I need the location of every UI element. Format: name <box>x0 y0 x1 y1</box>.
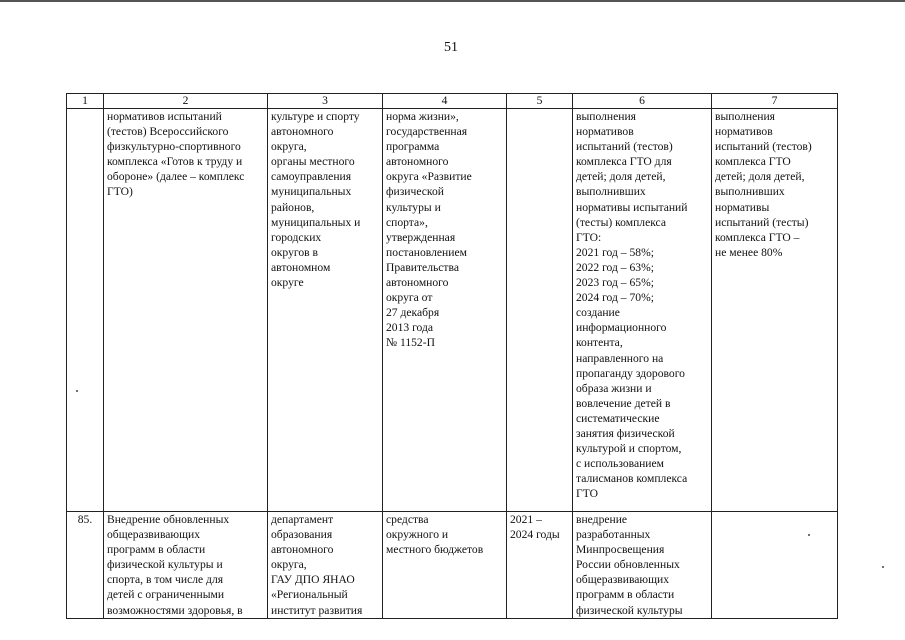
table-row <box>67 109 838 512</box>
row-number-cell <box>67 109 104 512</box>
column-number: 4 <box>383 94 507 109</box>
column-number: 7 <box>712 94 838 109</box>
row-number-cell: 85. <box>67 512 104 619</box>
column-number: 1 <box>67 94 104 109</box>
page-number: 51 <box>444 40 458 55</box>
term-cell: 2021 – 2024 годы <box>507 512 573 619</box>
column-number: 3 <box>268 94 383 109</box>
column-number: 2 <box>104 94 268 109</box>
column-number: 5 <box>507 94 573 109</box>
scan-speck <box>882 566 884 568</box>
funding-source-cell: средства окружного и местного бюджетов <box>383 512 507 619</box>
expected-result-cell: внедрение разработанных Минпросвещения России обновленных общеразвивающих программ в области физической культуры <box>573 512 712 619</box>
executor-cell: департамент образования автономного округа, ГАУ ДПО ЯНАО «Региональный институт развития <box>268 512 383 619</box>
event-cell: нормативов испытаний (тестов) Всероссийского физкультурно-спортивного комплекса «Готов к труду и обороне» (далее – комплекс ГТО) <box>104 109 268 512</box>
plan-table <box>66 93 838 619</box>
indicator-cell <box>712 512 838 619</box>
expected-result-cell: выполнения нормативов испытаний (тестов) комплекса ГТО для детей; доля детей, выполнивших нормативы испытаний (тесты) комплекса ГТО: 2021 год – 58%; 2022 год – 63%; 2023 год – 65%; 2024 год – 70%; создание информационного контента, направленного на пропаганду здорового образа жизни и вовлечение детей в систематические занятия физической культурой и спортом, с использованием талисманов комплекса ГТО <box>573 109 712 512</box>
column-number: 6 <box>573 94 712 109</box>
column-number-row <box>67 94 838 109</box>
indicator-cell: выполнения нормативов испытаний (тестов) комплекса ГТО детей; доля детей, выполнивших нормативы испытаний (тесты) комплекса ГТО – не менее 80% <box>712 109 838 512</box>
term-cell <box>507 109 573 512</box>
top-rule <box>0 0 905 2</box>
event-cell: Внедрение обновленных общеразвивающих программ в области физической культуры и спорта, в том числе для детей с ограниченными возможностями здоровья, в <box>104 512 268 619</box>
executor-cell: культуре и спорту автономного округа, органы местного самоуправления муниципальных районов, муниципальных и городских округов в автономном округе <box>268 109 383 512</box>
table-row <box>67 512 838 619</box>
funding-source-cell: норма жизни», государственная программа автономного округа «Развитие физической культуры и спорта», утвержденная постановлением Правительства автономного округа от 27 декабря 2013 года № 1152-П <box>383 109 507 512</box>
